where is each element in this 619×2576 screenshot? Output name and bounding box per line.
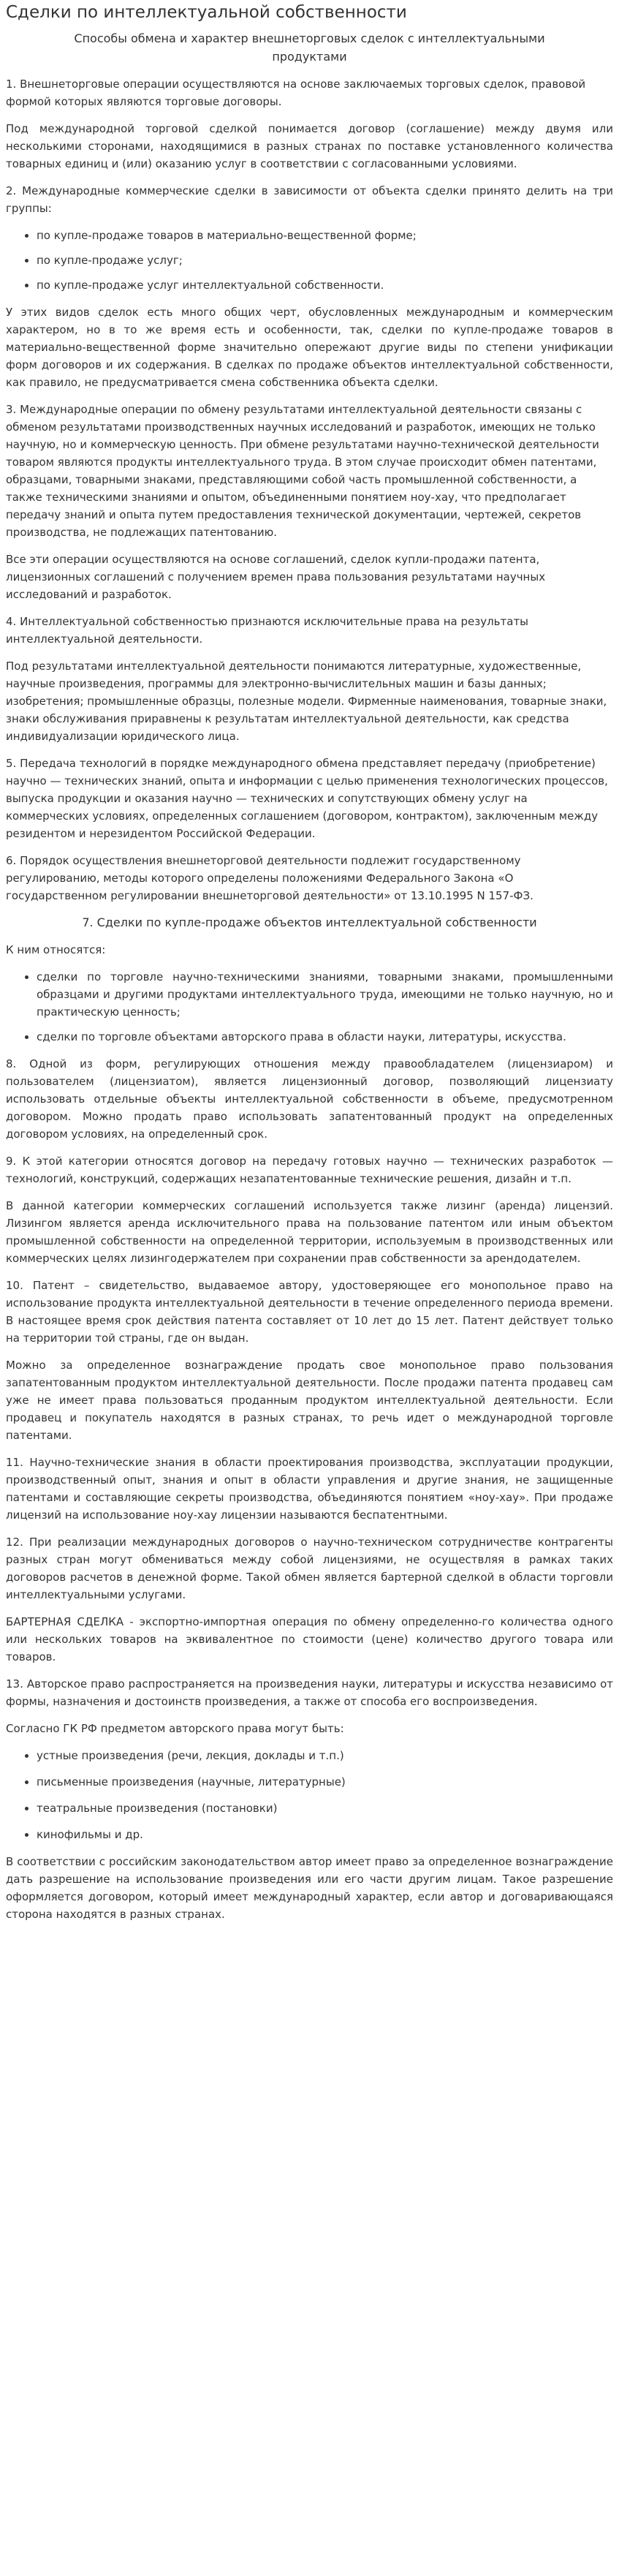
paragraph-20: 13. Авторское право распространяется на произведения науки, литературы и искусства независимо от формы, назначения и достоинств произведения, а также от способа его воспроизведения.: [6, 1677, 613, 1708]
list-item: • по купле-продаже услуг;: [37, 252, 613, 269]
paragraph-17: 11. Научно-технические знания в области проектирования производства, эксплуатации продукции, производственный опыт, знания и опыт в области управления и другие знания, не защищенные патентами и составляющие секреты производства, объединяются понятием «ноу-хау». При продаже лицензий на использование ноу-хау лицензии называются беспатентными.: [6, 1456, 613, 1522]
paragraph-3: 2. Международные коммерческие сделки в зависимости от объекта сделки принято делить на три группы:: [6, 184, 613, 215]
paragraph-8: Под результатами интеллектуальной деятельности понимаются литературные, художественные, научные произведения, программы для электронно-вычислительных машин и базы данных; изобретения; промышленные образцы, полезные модели. Фирменные наименования, товарные знаки, знаки обслуживания приравнены к результатам интеллектуальной деятельности, как средства индивидуализации юридического лица.: [6, 660, 607, 743]
paragraph-18: 12. При реализации международных договоров о научно-техническом сотрудничестве контрагенты разных стран могут обмениваться между собой лицензиями, не осуществляя в рамках таких договоров расчетов в денежной форме. Такой обмен является бартерной сделкой в области торговли интеллектуальными услугами.: [6, 1536, 613, 1601]
paragraph-19: БАРТЕРНАЯ СДЕЛКА - экспортно-импортная операция по обмену определенно-го количества одного или нескольких товаров на эквивалентное по стоимости (цене) количество другого товара или товаров.: [6, 1615, 613, 1663]
list-item: • сделки по торговле объектами авторского права в области науки, литературы, искусства.: [37, 1028, 613, 1046]
list-item: • кинофильмы и др.: [37, 1826, 613, 1843]
deal-groups-list: [6, 227, 613, 294]
list-item: • по купле-продаже товаров в материально-вещественной форме;: [37, 227, 613, 244]
list-item: • сделки по торговле научно-техническими знаниями, товарными знаками, промышленными образцами и другими продуктами интеллектуального труда, имеющими не только научную, но и практическую ценность;: [37, 968, 613, 1021]
trade-types-list: [6, 968, 613, 1046]
list-item: • по купле-продаже услуг интеллектуальной собственности.: [37, 276, 613, 294]
copyright-objects-list: [6, 1747, 613, 1843]
list-item: • письменные произведения (научные, литературные): [37, 1773, 613, 1791]
paragraph-13: 9. К этой категории относятся договор на передачу готовых научно — технических разработок — технологий, конструкций, содержащих незапатентованные технические решения, дизайн и т.п.: [6, 1155, 613, 1185]
paragraph-9: 5. Передача технологий в порядке международного обмена представляет передачу (приобретение) научно — технических знаний, опыта и информации с целью применения технологических процессов, выпуска продукции и оказания научно — технических и сопутствующих обмену услуг на коммерческих условиях, определенных соглашением (договором, контрактом), заключенным между резидентом и нерезидентом Российской Федерации.: [6, 757, 608, 840]
section-heading-7: 7. Сделки по купле-продаже объектов интеллектуальной собственности: [82, 915, 537, 929]
paragraph-12: 8. Одной из форм, регулирующих отношения между правообладателем (лицензиаром) и пользователем (лицензиатом), является лицензионный договор, позволяющий лицензиату использовать отдельные объекты интеллектуальной собственности в объеме, предусмотренном договором. Можно продать право использовать запатентованный продукт на определенных договором условиях, на определенный срок.: [6, 1057, 613, 1141]
paragraph-15: 10. Патент – свидетельство, выдаваемое автору, удостоверяющее его монопольное право на использование продукта интеллектуальной деятельности в течение определенного периода времени. В настоящее время срок действия патента составляет от 10 лет до 15 лет. Патент действует только на территории той страны, где он выдан.: [6, 1279, 613, 1345]
paragraph-7: 4. Интеллектуальной собственностью признаются исключительные права на результаты интеллектуальной деятельности.: [6, 615, 529, 646]
paragraph-22: В соответствии с российским законодательством автор имеет право за определенное вознаграждение дать разрешение на использование произведения или его части другим лицам. Такое разрешение оформляется договором, который имеет международный характер, если автор и договаривающаяся сторона находятся в разных странах.: [6, 1855, 613, 1921]
page-title: Сделки по интеллектуальной собственности: [6, 3, 407, 22]
paragraph-14: В данной категории коммерческих соглашений используется также лизинг (аренда) лицензий. Лизингом является аренда исключительного права на пользование патентом или иным объектом промышленной собственности на определенной территории, используемым в производственных или коммерческих целях лизингодержателем при сохранении прав собственности за арендодателем.: [6, 1199, 613, 1265]
list-item: • устные произведения (речи, лекция, доклады и т.п.): [37, 1747, 613, 1764]
paragraph-4: У этих видов сделок есть много общих черт, обусловленных международным и коммерческим характером, но в то же время есть и особенности, так, сделки по купле-продаже товаров в материально-вещественной форме значительно опережают другие виды по степени унификации форм договоров и их содержания. В сделках по продаже объектов интеллектуальной собственности, как правило, не предусматривается смена собственника объекта сделки.: [6, 306, 613, 389]
paragraph-21: Согласно ГК РФ предметом авторского права могут быть:: [6, 1722, 344, 1735]
paragraph-10: 6. Порядок осуществления внешнеторговой деятельности подлежит государственному регулированию, методы которого определены положениями Федерального Закона «О государственном регулировании внешнеторговой деятельности» от 13.10.1995 N 157-ФЗ.: [6, 854, 533, 902]
paragraph-2: Под международной торговой сделкой понимается договор (соглашение) между двумя или несколькими сторонами, находящимися в разных странах по поставке установленного количества товарных единиц и (или) оказанию услуг в соответствии с согласованными условиями.: [6, 122, 613, 170]
paragraph-1: 1. Внешнеторговые операции осуществляются на основе заключаемых торговых сделок, правовой формой которых являются торговые договоры.: [6, 78, 586, 108]
paragraph-6: Все эти операции осуществляются на основе соглашений, сделок купли-продажи патента, лицензионных соглашений с получением времен права пользования результатами научных исследований и разработок.: [6, 553, 546, 601]
list-item: • театральные произведения (постановки): [37, 1799, 613, 1817]
paragraph-16: Можно за определенное вознаграждение продать свое монопольное право пользования запатентованным продуктом интеллектуальной деятельности. После продажи патента продавец сам уже не имеет права пользоваться проданным продуктом интеллектуальной деятельности. Если продавец и покупатель находятся в разных странах, то речь идет о международной торговле патентами.: [6, 1359, 613, 1442]
paragraph-11: К ним относятся:: [6, 943, 106, 956]
article: [6, 0, 613, 2576]
article-subtitle: Способы обмена и характер внешнеторговых сделок с интеллектуальными продуктами: [74, 31, 545, 64]
paragraph-5: 3. Международные операции по обмену результатами интеллектуальной деятельности связаны с обменом результатами производственных научных исследований и разработок, имеющих не только научную, но и коммерческую ценность. При обмене результатами научно-технической деятельности товаром являются продукты интеллектуального труда. В этом случае происходит обмен патентами, образцами, товарными знаками, представляющими собой часть промышленной собственности, а также техническими знаниями и опытом, объединенными понятием ноу-хау, что предполагает передачу знаний и опыта путем предоставления технической документации, чертежей, секретов производства, не подлежащих патентованию.: [6, 403, 599, 539]
